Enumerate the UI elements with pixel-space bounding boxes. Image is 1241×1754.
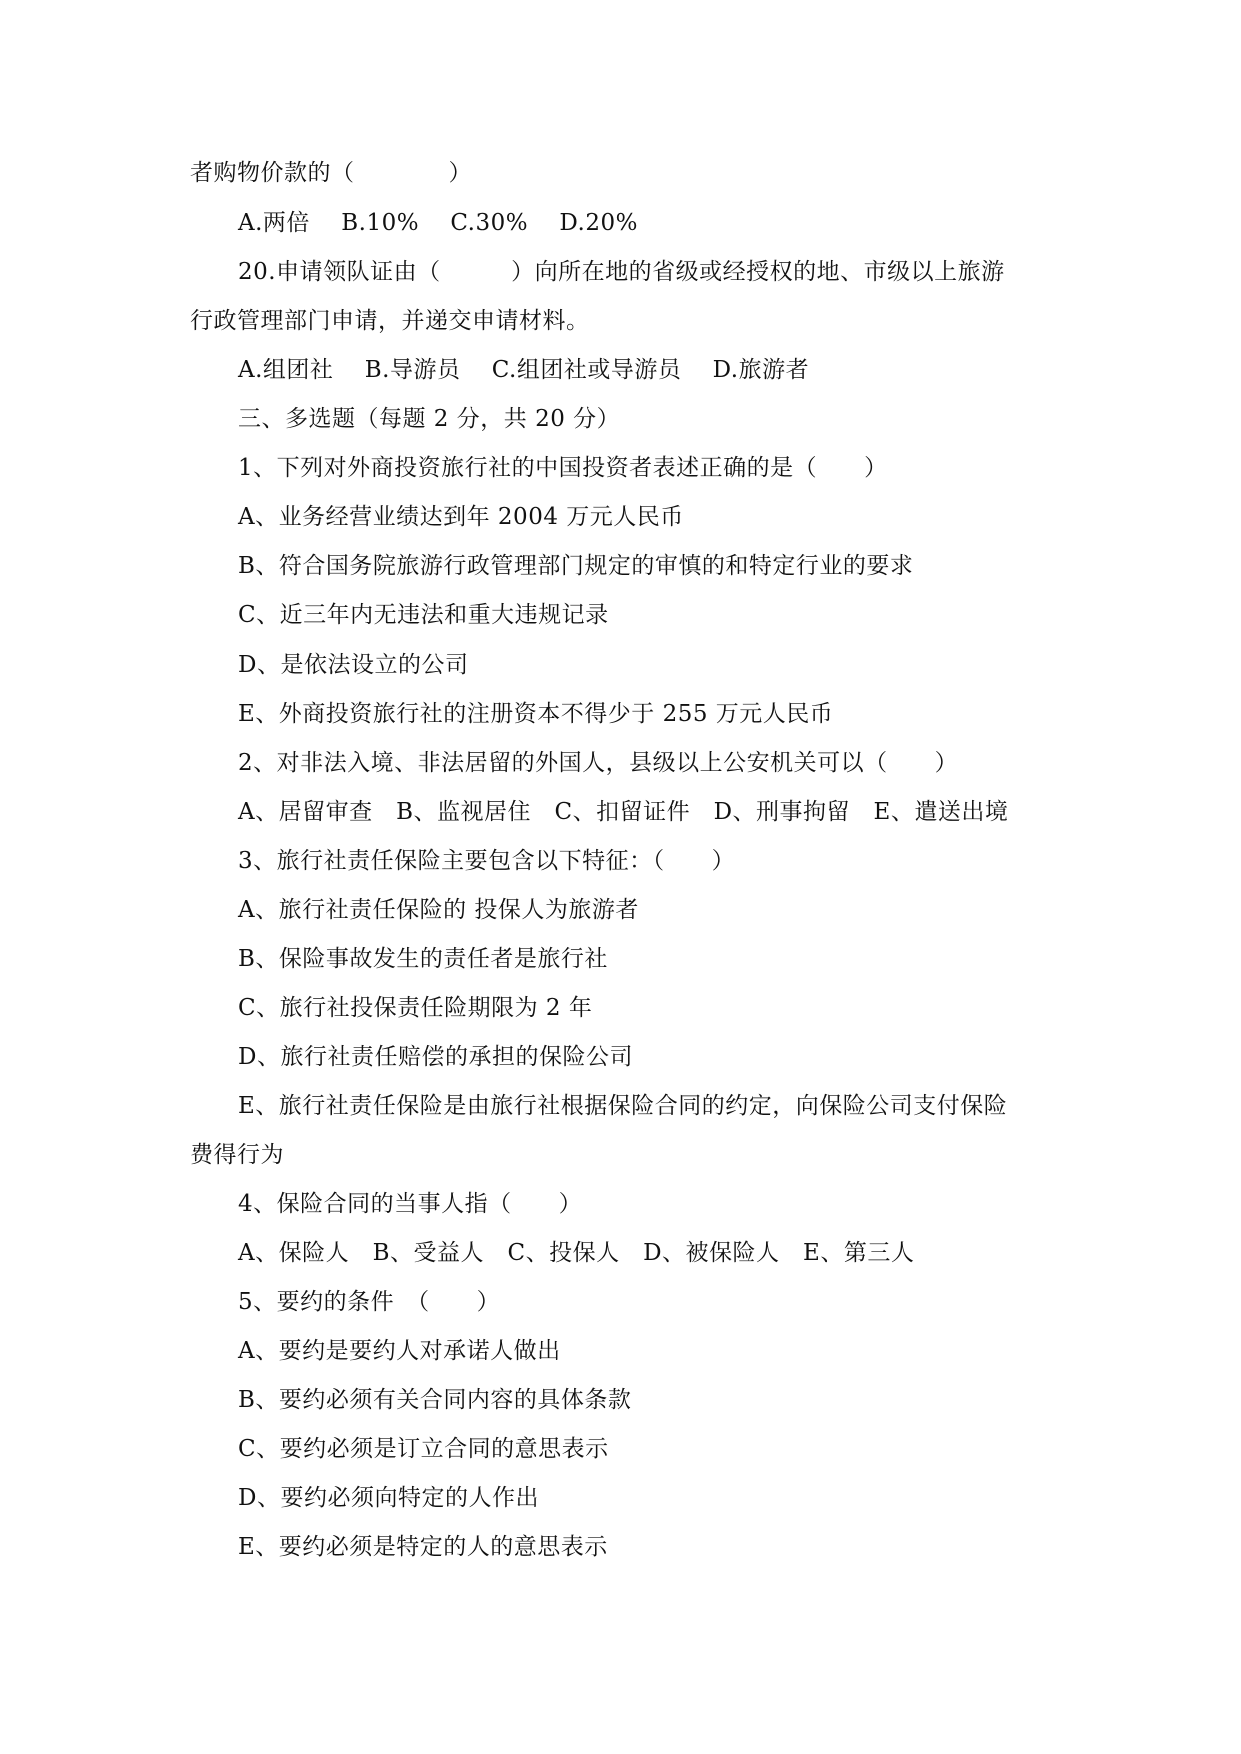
- answer-option: D、要约必须向特定的人作出: [238, 1485, 539, 1511]
- answer-option: C、旅行社投保责任险期限为 2 年: [238, 995, 593, 1021]
- answer-option: A、要约是要约人对承诺人做出: [238, 1338, 561, 1364]
- answer-options: A.两倍 B.10% C.30% D.20%: [238, 210, 638, 236]
- answer-options: A、居留审查 B、监视居住 C、扣留证件 D、刑事拘留 E、遣送出境: [238, 799, 1009, 825]
- answer-options: A.组团社 B.导游员 C.组团社或导游员 D.旅游者: [238, 357, 810, 383]
- question-5: 5、要约的条件 （ ）: [238, 1289, 501, 1315]
- answer-option: B、要约必须有关合同内容的具体条款: [238, 1387, 632, 1413]
- answer-option: A、业务经营业绩达到年 2004 万元人民币: [238, 504, 684, 530]
- answer-option: E、要约必须是特定的人的意思表示: [238, 1534, 608, 1560]
- text-line: 费得行为: [190, 1142, 284, 1168]
- answer-option: C、要约必须是订立合同的意思表示: [238, 1436, 609, 1462]
- question-2: 2、对非法入境、非法居留的外国人，县级以上公安机关可以（ ）: [238, 750, 959, 776]
- text-line: 者购物价款的（ ）: [190, 160, 472, 186]
- answer-options: A、保险人 B、受益人 C、投保人 D、被保险人 E、第三人: [238, 1240, 915, 1266]
- question-3: 3、旅行社责任保险主要包含以下特征：（ ）: [238, 848, 736, 874]
- section-heading: 三、多选题（每题 2 分，共 20 分）: [238, 406, 621, 432]
- question-4: 4、保险合同的当事人指（ ）: [238, 1191, 583, 1217]
- answer-option: E、旅行社责任保险是由旅行社根据保险合同的约定，向保险公司支付保险: [238, 1093, 1008, 1119]
- answer-option: B、符合国务院旅游行政管理部门规定的审慎的和特定行业的要求: [238, 553, 914, 579]
- answer-option: C、近三年内无违法和重大违规记录: [238, 602, 609, 628]
- answer-option: B、保险事故发生的责任者是旅行社: [238, 946, 608, 972]
- answer-option: E、外商投资旅行社的注册资本不得少于 255 万元人民币: [238, 701, 834, 727]
- answer-option: A、旅行社责任保险的 投保人为旅游者: [238, 897, 639, 923]
- answer-option: D、是依法设立的公司: [238, 652, 469, 678]
- text-line: 行政管理部门申请，并递交申请材料。: [190, 308, 590, 334]
- question-1: 1、下列对外商投资旅行社的中国投资者表述正确的是（ ）: [238, 455, 888, 481]
- question-20: 20.申请领队证由（ ）向所在地的省级或经授权的地、市级以上旅游: [238, 259, 1005, 285]
- answer-option: D、旅行社责任赔偿的承担的保险公司: [238, 1044, 633, 1070]
